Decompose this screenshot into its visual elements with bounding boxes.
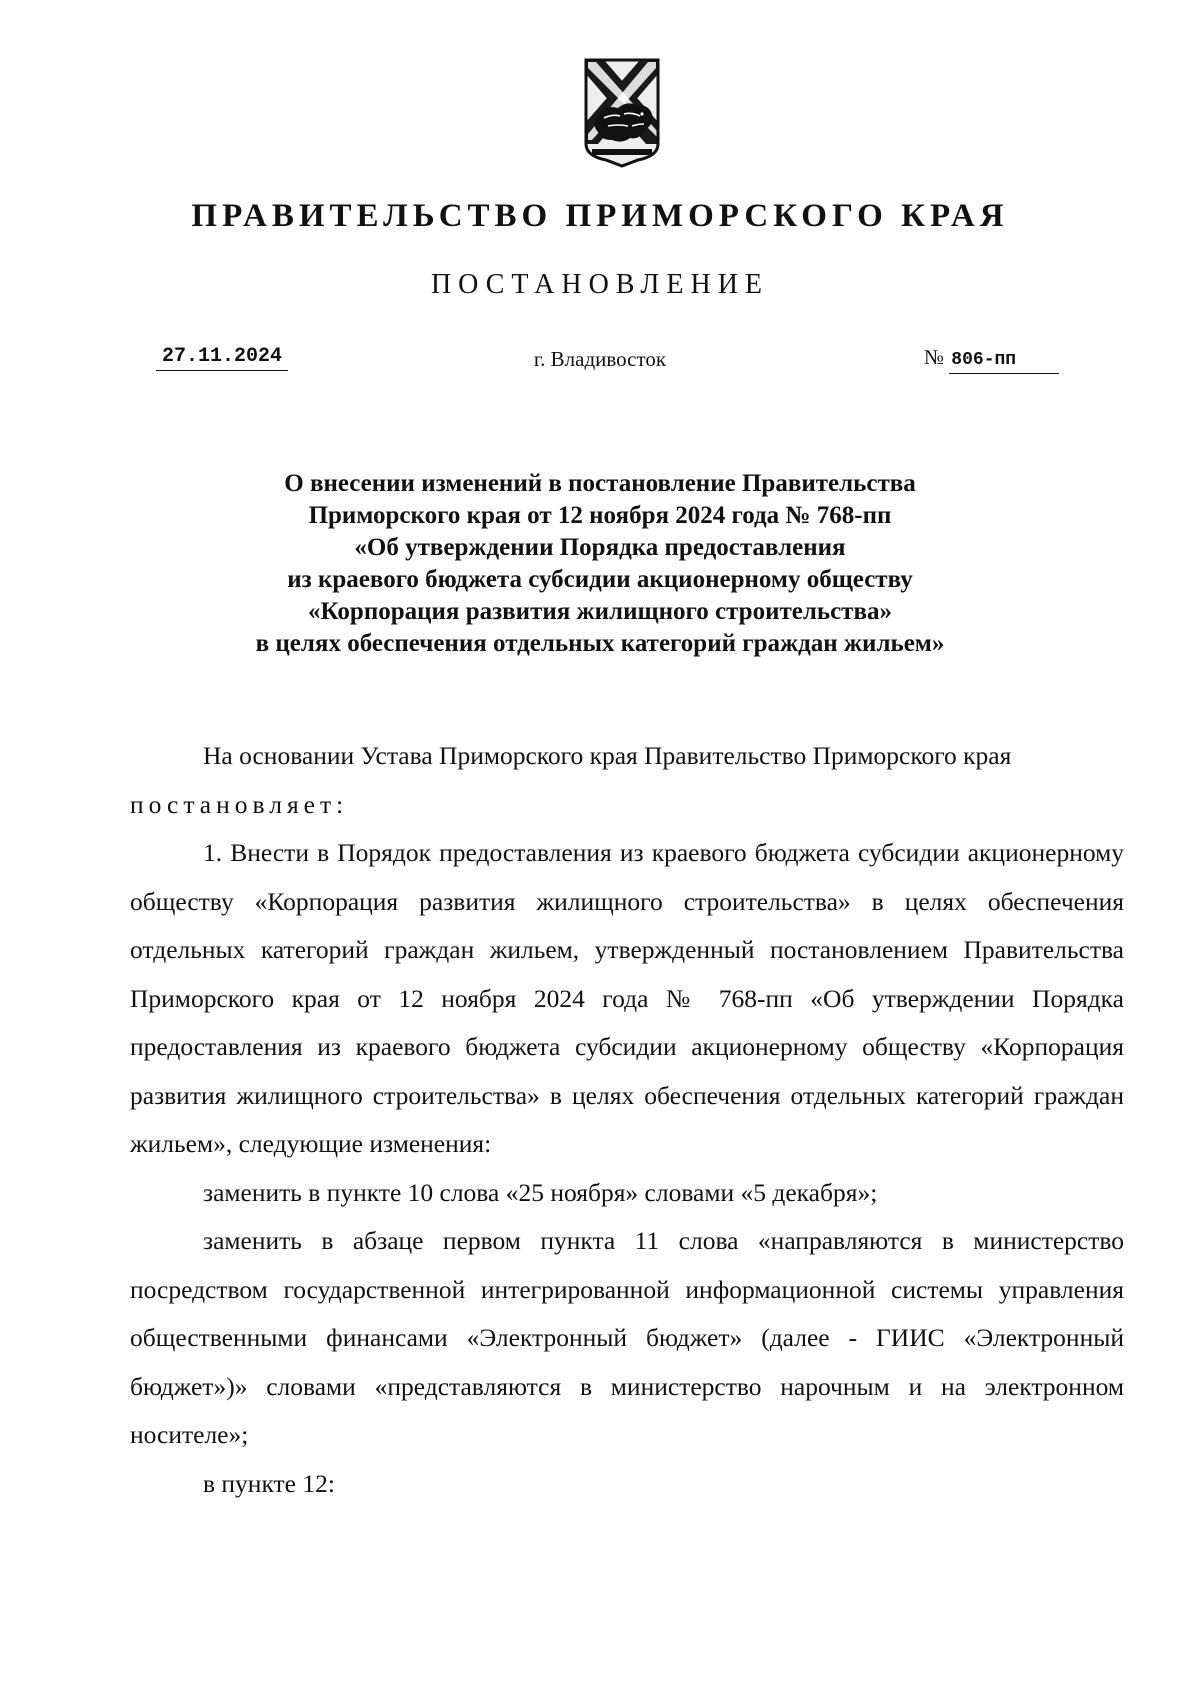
document-heading bbox=[0, 468, 1200, 660]
heading-line: Приморского края от 12 ноября 2024 года № 768-пп bbox=[308, 502, 892, 529]
change-2-paragraph: заменить в абзаце первом пункта 11 слова «направляются в министерство посредством государственной интегрированной информационной системы управления общественными финансами «Электронный бюджет» (далее - ГИИС «Электронный бюджет»)» словами «представляются в министерство нарочным и на электронном носителе»; bbox=[130, 1226, 1124, 1449]
heading-line: «Корпорация развития жилищного строительства» bbox=[308, 598, 892, 625]
government-title: ПРАВИТЕЛЬСТВО ПРИМОРСКОГО КРАЯ bbox=[191, 198, 1009, 234]
heading-line: в целях обеспечения отдельных категорий граждан жильем» bbox=[255, 630, 945, 657]
document-number bbox=[924, 344, 1059, 374]
preamble-paragraph: На основании Устава Приморского края Правительство Приморского края bbox=[203, 741, 1012, 770]
item-1-paragraph: 1. Внести в Порядок предоставления из краевого бюджета субсидии акционерному обществу «Корпорация развития жилищного строительства» в целях обеспечения отдельных категорий граждан жильем, утвержденный постановлением Правительства Приморского края от 12 ноября 2024 года № 768-пп «Об утверждении Порядка предоставления из краевого бюджета субсидии акционерному обществу «Корпорация развития жилищного строительства» в целях обеспечения отдельных категорий граждан жильем», следующие изменения: bbox=[130, 838, 1124, 1158]
heading-line: О внесении изменений в постановление Правительства bbox=[284, 470, 916, 497]
document-city: г. Владивосток bbox=[533, 347, 667, 371]
number-prefix: № bbox=[924, 345, 945, 369]
change-1-paragraph: заменить в пункте 10 слова «25 ноября» словами «5 декабря»; bbox=[203, 1177, 878, 1207]
document-date: 27.11.2024 bbox=[156, 344, 288, 371]
number-value: 806-пп bbox=[949, 347, 1059, 374]
coat-of-arms-icon bbox=[582, 56, 662, 174]
heading-line: «Об утверждении Порядка предоставления bbox=[354, 534, 846, 561]
document-body bbox=[130, 732, 1124, 1508]
change-3-paragraph: в пункте 12: bbox=[203, 1468, 335, 1498]
heading-line: из краевого бюджета субсидии акционерному обществу bbox=[287, 566, 913, 593]
document-type: ПОСТАНОВЛЕНИЕ bbox=[430, 269, 770, 300]
resolves-word: постановляет: bbox=[130, 789, 349, 819]
